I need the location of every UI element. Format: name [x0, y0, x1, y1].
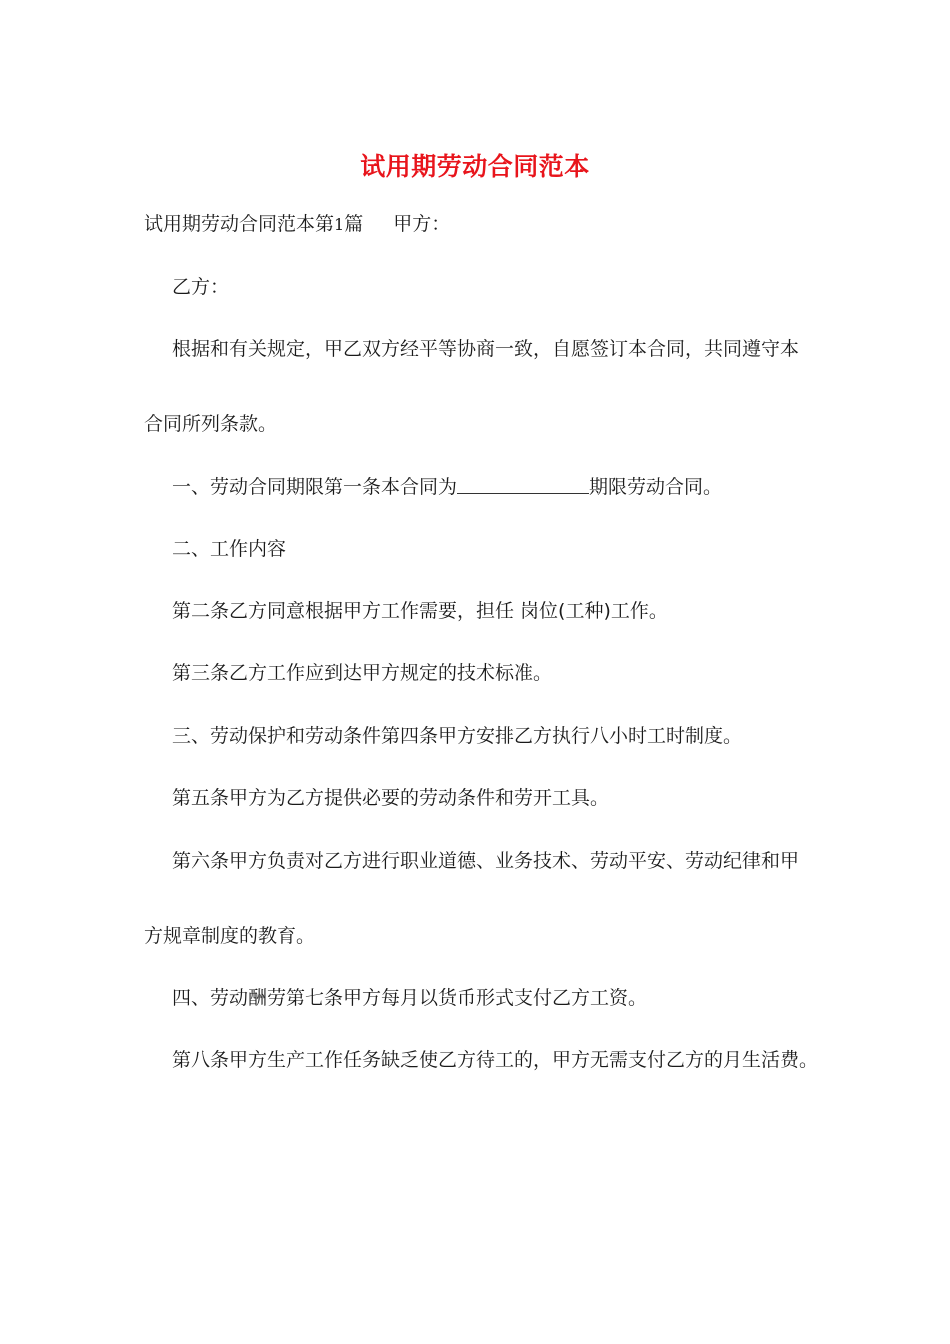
article8-paragraph: 第八条甲方生产工作任务缺乏使乙方待工的，甲方无需支付乙方的月生活费。 [172, 1049, 819, 1071]
article5-paragraph: 第五条甲方为乙方提供必要的劳动条件和劳开工具。 [172, 787, 610, 809]
section4-paragraph: 四、劳动酬劳第七条甲方每月以货币形式支付乙方工资。 [172, 987, 648, 1009]
intro-paragraph-line2: 合同所列条款。 [144, 413, 278, 435]
section1-text-before: 一、劳动合同期限第一条本合同为 [172, 476, 458, 498]
article2-paragraph: 第二条乙方同意根据甲方工作需要，担任 岗位(工种)工作。 [172, 600, 668, 622]
header-line [144, 211, 450, 238]
section1-text-after: 期限劳动合同。 [589, 476, 723, 498]
article3-paragraph: 第三条乙方工作应到达甲方规定的技术标准。 [172, 662, 553, 684]
section1-paragraph [172, 474, 722, 500]
article-number: 1 [334, 215, 345, 234]
document-title: 试用期劳动合同范本 [360, 152, 590, 181]
article6-paragraph-line1: 第六条甲方负责对乙方进行职业道德、业务技术、劳动平安、劳动纪律和甲 [172, 850, 800, 872]
party-b-label: 乙方： [172, 276, 230, 298]
section2-heading: 二、工作内容 [172, 538, 287, 560]
header-suffix: 篇 [344, 213, 364, 235]
contract-term-blank[interactable] [457, 475, 589, 494]
header-prefix: 试用期劳动合同范本第 [144, 213, 335, 235]
article6-paragraph-line2: 方规章制度的教育。 [144, 925, 316, 947]
party-a-label: 甲方： [393, 213, 451, 235]
section3-paragraph: 三、劳动保护和劳动条件第四条甲方安排乙方执行八小时工时制度。 [172, 725, 743, 747]
intro-paragraph-line1: 根据和有关规定，甲乙双方经平等协商一致，自愿签订本合同，共同遵守本 [172, 338, 800, 360]
